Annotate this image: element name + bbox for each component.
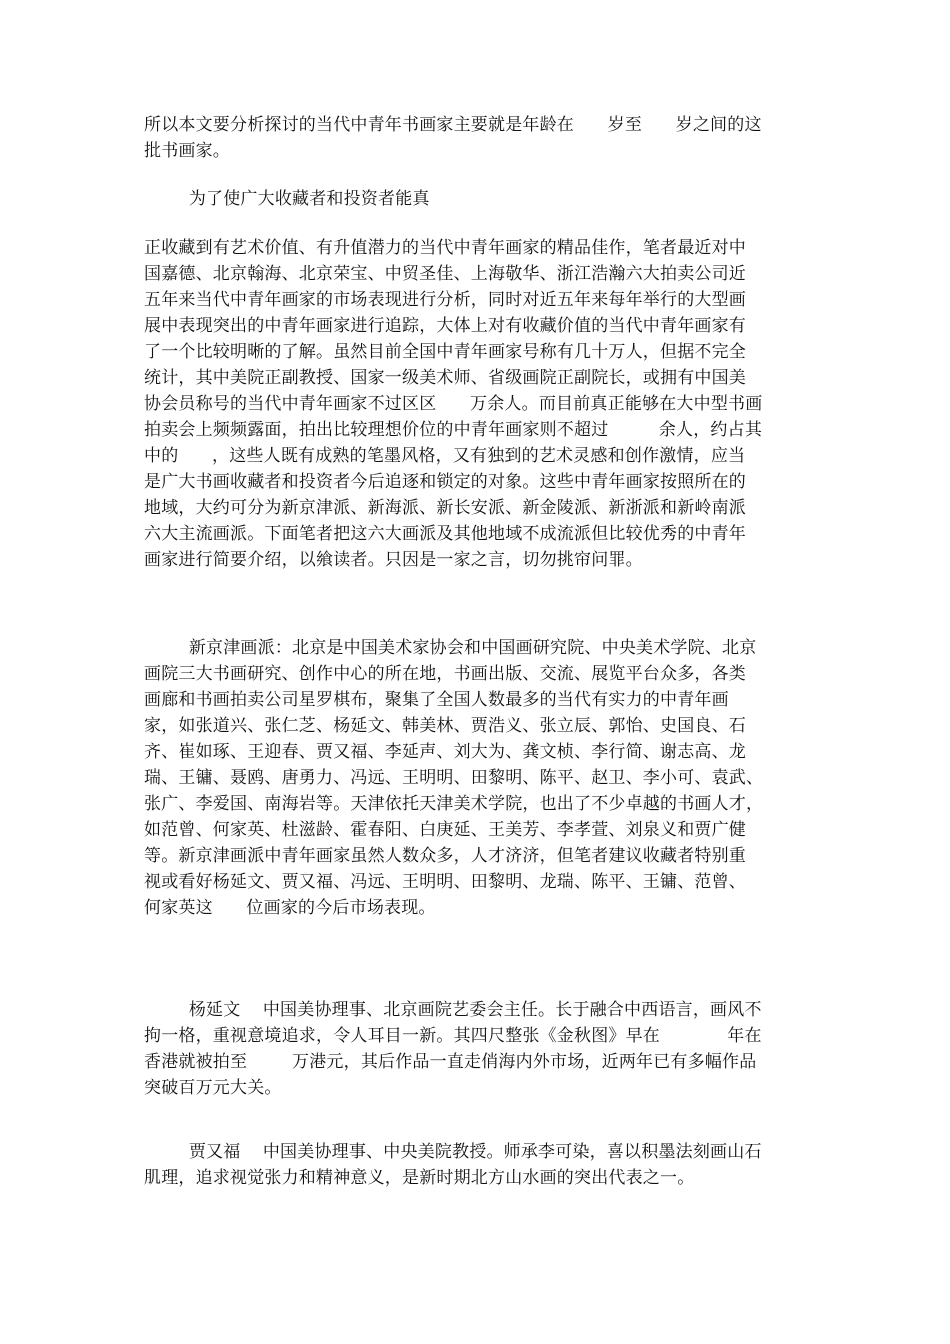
text-line: 画院三大书画研究、创作中心的所在地，书画出版、交流、展览平台众多，各类 (144, 664, 746, 684)
text-line: 六大主流画派。下面笔者把这六大画派及其他地域不成流派但比较优秀的中青年 (144, 524, 746, 544)
text-line: 等。新京津画派中青年画家虽然人数众多，人才济济，但笔者建议收藏者特别重 (144, 846, 746, 866)
text-line: 香港就被拍至 万港元，其后作品一直走俏海内外市场，近两年已有多幅作品 (144, 1052, 757, 1072)
text-line: 瑞、王镛、聂鸥、唐勇力、冯远、王明明、田黎明、陈平、赵卫、李小可、袁武、 (144, 768, 764, 788)
text-line: 视或看好杨延文、贾又福、冯远、王明明、田黎明、龙瑞、陈平、王镛、范曾、 (144, 872, 746, 892)
text-line: 杨延文 中国美协理事、北京画院艺委会主任。长于融合中西语言，画风不 (144, 1000, 762, 1020)
text-line: 如范曾、何家英、杜滋龄、霍春阳、白庚延、王美芳、李孝萱、刘泉义和贾广健 (144, 820, 746, 840)
text-line: 画家进行简要介绍，以飨读者。只因是一家之言，切勿挑帘问罪。 (144, 550, 643, 570)
text-line: 齐、崔如琢、王迎春、贾又福、李延声、刘大为、龚文桢、李行简、谢志高、龙 (144, 742, 746, 762)
text-line: 新京津画派：北京是中国美术家协会和中国画研究院、中央美术学院、北京 (144, 638, 757, 658)
text-line: 贾又福 中国美协理事、中央美院教授。师承李可染，喜以积墨法刻画山石 (144, 1142, 762, 1162)
text-line: 张广、李爱国、南海岩等。天津依托天津美术学院，也出了不少卓越的书画人才， (144, 794, 764, 814)
text-line: 是广大书画收藏者和投资者今后追逐和锁定的对象。这些中青年画家按照所在的 (144, 472, 746, 492)
text-line: 国嘉德、北京翰海、北京荣宝、中贸圣佳、上海敬华、浙江浩瀚六大拍卖公司近 (144, 264, 746, 284)
text-line: 批书画家。 (144, 141, 230, 161)
text-line: 中的 ，这些人既有成熟的笔墨风格，又有独到的艺术灵感和创作激情，应当 (144, 446, 746, 466)
text-line: 协会员称号的当代中青年画家不过区区 万余人。而目前真正能够在大中型书画 (144, 394, 763, 414)
text-line: 五年来当代中青年画家的市场表现进行分析，同时对近五年来每年举行的大型画 (144, 290, 746, 310)
text-line: 地域，大约可分为新京津派、新海派、新长安派、新金陵派、新浙派和新岭南派 (144, 498, 746, 518)
text-line: 拍卖会上频频露面，拍出比较理想价位的中青年画家则不超过 余人，约占其 (144, 420, 763, 440)
text-line: 肌理，追求视觉张力和精神意义，是新时期北方山水画的突出代表之一。 (144, 1168, 695, 1188)
text-line: 展中表现突出的中青年画家进行追踪，大体上对有收藏价值的当代中青年画家有 (144, 316, 746, 336)
text-line: 家，如张道兴、张仁芝、杨延文、韩美林、贾浩义、张立辰、郭怡、史国良、石 (144, 716, 746, 736)
text-line: 何家英这 位画家的今后市场表现。 (144, 898, 436, 918)
text-line: 拘一格，重视意境追求，令人耳目一新。其四尺整张《金秋图》早在 年在 (144, 1026, 762, 1046)
text-line: 正收藏到有艺术价值、有升值潜力的当代中青年画家的精品佳作，笔者最近对中 (144, 238, 746, 258)
text-line: 所以本文要分析探讨的当代中青年书画家主要就是年龄在 岁至 岁之间的这 (144, 115, 762, 135)
text-line: 画廊和书画拍卖公司星罗棋布，聚集了全国人数最多的当代有实力的中青年画 (144, 690, 729, 710)
text-line: 为了使广大收藏者和投资者能真 (144, 189, 430, 209)
text-line: 统计，其中美院正副教授、国家一级美术师、省级画院正副院长，或拥有中国美 (144, 368, 746, 388)
text-line: 了一个比较明晰的了解。虽然目前全国中青年画家号称有几十万人，但据不完全 (144, 342, 746, 362)
text-line: 突破百万元大关。 (144, 1078, 282, 1098)
